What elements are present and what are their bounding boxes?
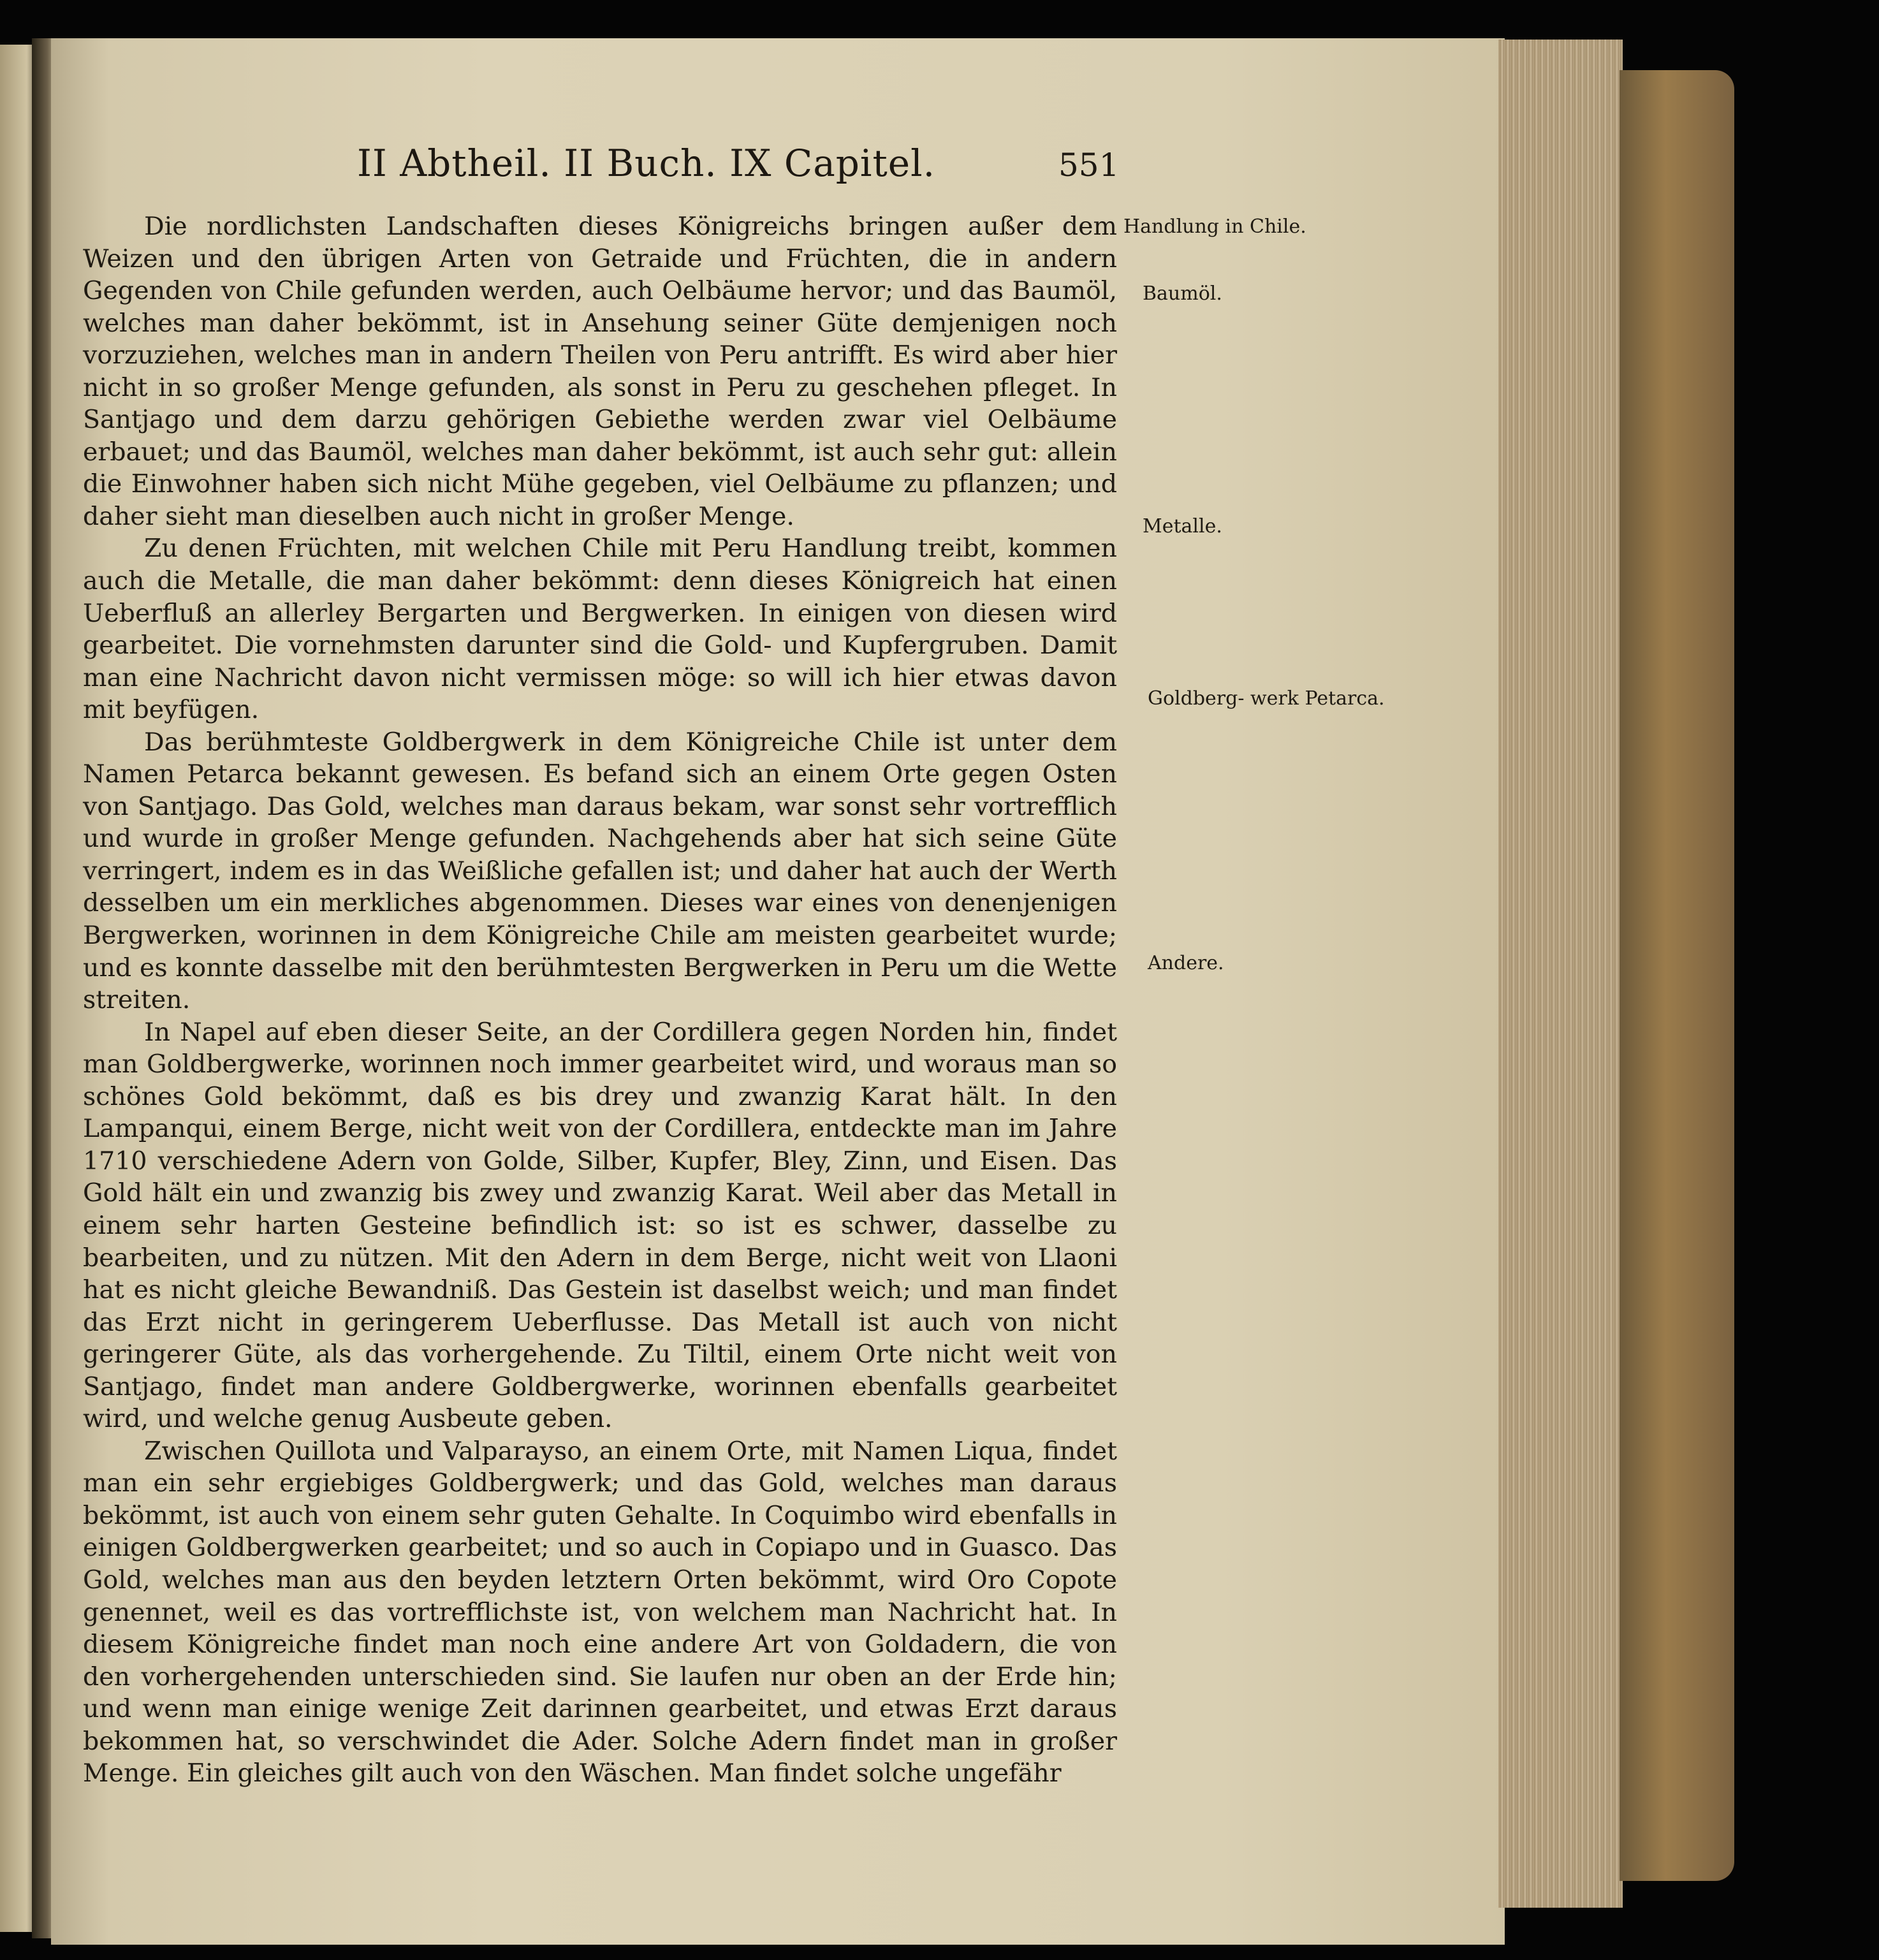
book-cover-edge	[1619, 70, 1734, 1881]
margin-note-metalle: Metalle.	[1143, 515, 1222, 538]
paragraph-olive-oil: Die nordlichsten Landschaften dieses Königreichs bringen außer dem Weizen und den übrigen Arten von Getraide und Früchten, die in andern Gegenden von Chile gefunden werden, auch Oelbäume hervor; und das Baumöl, welches man daher bekömmt, ist in Ansehung seiner Güte demjenigen noch vorzuziehen, welches man in andern Theilen von Peru antrifft. Es wird aber hier nicht in so großer Menge gefunden, als sonst in Peru zu geschehen pfleget. In Santjago und dem darzu gehörigen Gebiethe werden zwar viel Oelbäume erbauet; und das Baumöl, welches man daher bekömmt, ist auch sehr gut: allein die Einwohner haben sich nicht Mühe gegeben, viel Oelbäume zu pflanzen; und daher sieht man dieselben auch nicht in großer Menge.	[83, 212, 1117, 531]
page-body	[83, 210, 1117, 1790]
margin-note-andere: Andere.	[1148, 952, 1224, 974]
paragraph-quillota: Zwischen Quillota und Valparayso, an einem Orte, mit Namen Liqua, findet man ein sehr ergiebiges Goldbergwerk; und das Gold, welches man daraus bekömmt, ist auch von einem sehr guten Gehalte. In Coquimbo wird ebenfalls in einigen Goldbergwerken gearbeitet; und so auch in Copiapo und in Guasco. Das Gold, welches man aus den beyden letztern Orten bekömmt, wird Oro Copote genennet, weil es das vortrefflichste ist, von welchem man Nachricht hat. In diesem Königreiche findet man noch eine andere Art von Goldadern, die von den vorhergehenden unterschieden sind. Sie laufen nur oben an der Erde hin; und wenn man einige wenige Zeit darinnen gearbeitet, und etwas Erzt daraus bekommen hat, so verschwindet die Ader. Solche Adern findet man in großer Menge. Ein gleiches gilt auch von den Wäschen. Man findet solche ungefähr	[83, 1436, 1117, 1788]
margin-note-baumoel: Baumöl.	[1143, 282, 1222, 305]
margin-note-petarca: Goldberg- werk Petarca.	[1148, 687, 1385, 710]
page-block-edges	[1498, 40, 1623, 1908]
page-number: 551	[1058, 147, 1120, 184]
paragraph-other-mines: In Napel auf eben dieser Seite, an der Cordillera gegen Norden hin, findet man Goldbergwerke, worinnen noch immer gearbeitet wird, und woraus man so schönes Gold bekömmt, daß es bis drey und zwanzig Karat hält. In den Lampanqui, einem Berge, nicht weit von der Cordillera, entdeckte man im Jahre 1710 verschiedene Adern von Golde, Silber, Kupfer, Bley, Zinn, und Eisen. Das Gold hält ein und zwanzig bis zwey und zwanzig Karat. Weil aber das Metall in einem sehr harten Gesteine befindlich ist: so ist es schwer, dasselbe zu bearbeiten, und zu nützen. Mit den Adern in dem Berge, nicht weit von Llaoni hat es nicht gleiche Bewandniß. Das Gestein ist daselbst weich; und man findet das Erzt nicht in geringerem Ueberflusse. Das Metall ist auch von nicht geringerer Güte, als das vorhergehende. Zu Tiltil, einem Orte nicht weit von Santjago, findet man andere Goldbergwerke, worinnen ebenfalls gearbeitet wird, und welche genug Ausbeute geben.	[83, 1017, 1117, 1434]
paragraph-metals: Zu denen Früchten, mit welchen Chile mit Peru Handlung treibt, kommen auch die Metalle, die man daher bekömmt: denn dieses Königreich hat einen Ueberfluß an allerley Bergarten und Bergwerken. In einigen von diesen wird gearbeitet. Die vornehmsten darunter sind die Gold- und Kupfergruben. Damit man eine Nachricht davon nicht vermissen möge: so will ich hier etwas davon mit beyfügen.	[83, 534, 1117, 725]
paragraph-petarca: Das berühmteste Goldbergwerk in dem Königreiche Chile ist unter dem Namen Petarca bekannt gewesen. Es befand sich an einem Orte gegen Osten von Santjago. Das Gold, welches man daraus bekam, war sonst sehr vortrefflich und wurde in großer Menge gefunden. Nachgehends aber hat sich seine Güte verringert, indem es in das Weißliche gefallen ist; und daher hat auch der Werth desselben um ein merkliches abgenommen. Dieses war eines von denenjenigen Bergwerken, worinnen in dem Königreiche Chile am meisten gearbeitet wurde; und es konnte dasselbe mit den berühmtesten Bergwerken in Peru um die Wette streiten.	[83, 727, 1117, 1015]
margin-note-handlung: Handlung in Chile.	[1123, 216, 1306, 238]
running-header: II Abtheil. II Buch. IX Capitel.	[357, 142, 936, 185]
